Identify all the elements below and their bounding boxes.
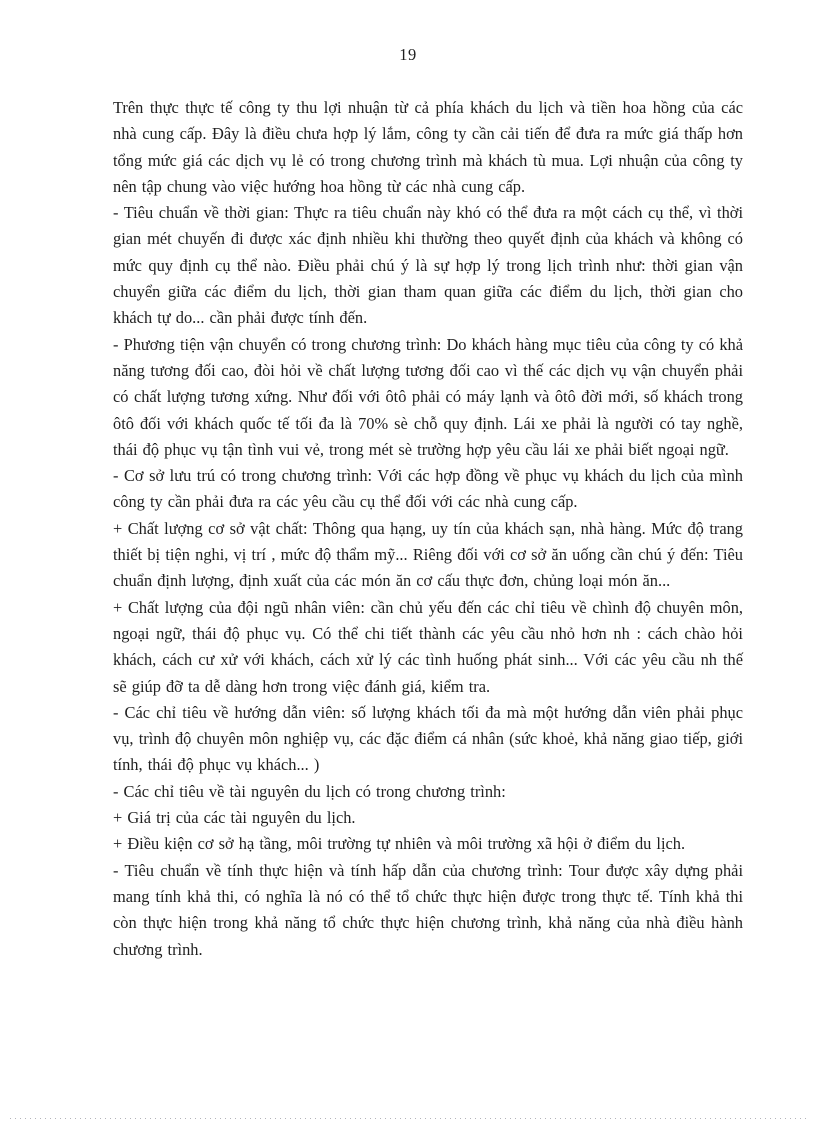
page-break-dotted-line [10,1117,806,1119]
paragraph-feasibility-standard: - Tiêu chuẩn về tính thực hiện và tính hấp dẫn của chương trình: Tour được xây dựng phải mang tính khả thi, có nghĩa là nó có thể tổ chức thực hiện được trong thực tế. Tính khả thi còn thực hiện trong khả năng tổ chức thực hiện chương trình, khả năng của nhà điều hành chương trình. [113,860,743,959]
page-number: 19 [399,45,417,64]
paragraph-accommodation: - Cơ sở lưu trú có trong chương trình: Với các hợp đồng về phục vụ khách du lịch của mình công ty cần phải đưa ra các yêu cầu cụ thể đối với các nhà cung cấp. [113,466,743,512]
paragraph-staff-quality: + Chất lượng của đội ngũ nhân viên: cần chủ yếu đến các chỉ tiêu về chình độ chuyên môn, ngoại ngữ, thái độ phục vụ. Có thể chi tiết thành các yêu cầu nhỏ hơn nh : cách chào hỏi khách, cách cư xử với khách, cách xử lý các tình huống phát sinh... Với các yêu cầu nh thế sẽ giúp đỡ ta dễ dàng hơn trong việc đánh giá, kiểm tra. [113,597,743,696]
paragraph-facility-quality: + Chất lượng cơ sở vật chất: Thông qua hạng, uy tín của khách sạn, nhà hàng. Mức độ trang thiết bị tiện nghi, vị trí , mức độ thẩm mỹ... Riêng đối với cơ sở ăn uống cần chú ý đến: Tiêu chuẩn định lượng, định xuất của các món ăn cơ cấu thực đơn, chủng loại món ăn... [113,518,743,591]
paragraph-tour-guide-criteria: - Các chỉ tiêu về hướng dẫn viên: số lượng khách tối đa mà một hướng dẫn viên phải phục vụ, trình độ chuyên môn nghiệp vụ, các đặc điểm cá nhân (sức khoẻ, khả năng giao tiếp, giới tính, thái độ phục vụ khách... ) [113,702,743,775]
paragraph-time-standard: - Tiêu chuẩn về thời gian: Thực ra tiêu chuẩn này khó có thể đưa ra một cách cụ thể, vì thời gian mét chuyến đi được xác định nhiều khi thường theo quyết định của khách và không có mức quy định cụ thể nào. Điều phải chú ý là sự hợp lý trong lịch trình như: thời gian vận chuyển giữa các điểm du lịch, thời gian tham quan giữa các điểm du lịch, thời gian cho khách tự do... cần phải được tính đến. [113,203,743,328]
paragraph-resource-criteria-heading: - Các chỉ tiêu về tài nguyên du lịch có trong chương trình: [113,781,506,801]
paragraph-resource-value: + Giá trị của các tài nguyên du lịch. [113,808,356,828]
paragraph-infrastructure-environment: + Điều kiện cơ sở hạ tầng, môi trường tự nhiên và môi trường xã hội ở điểm du lịch. [113,834,686,854]
paragraph-transport-means: - Phương tiện vận chuyển có trong chương trình: Do khách hàng mục tiêu của công ty có khả năng tương đối cao, đòi hỏi về chất lượng tương đối cao vì thế các dịch vụ vận chuyển phải có chất lượng tương xứng. Như đối với ôtô phải có máy lạnh và ôtô đời mới, số khách trong ôtô đối với khách quốc tế tối đa là 70% sè chỗ quy định. Lái xe phải là người có tay nghề, thái độ phục vụ tận tình vui vẻ, trong mét sè trường hợp yêu cầu lái xe phải biết ngoại ngữ. [113,334,743,459]
document-body [113,95,743,963]
paragraph-profit-commission: Trên thực thực tế công ty thu lợi nhuận từ cả phía khách du lịch và tiền hoa hồng của các nhà cung cấp. Đây là điều chưa hợp lý lắm, công ty cần cải tiến để đưa ra mức giá thấp hơn tổng mức giá các dịch vụ lẻ có trong chương trình mà khách tù mua. Lợi nhuận của công ty nên tập chung vào việc hướng hoa hồng từ các nhà cung cấp. [113,98,743,196]
